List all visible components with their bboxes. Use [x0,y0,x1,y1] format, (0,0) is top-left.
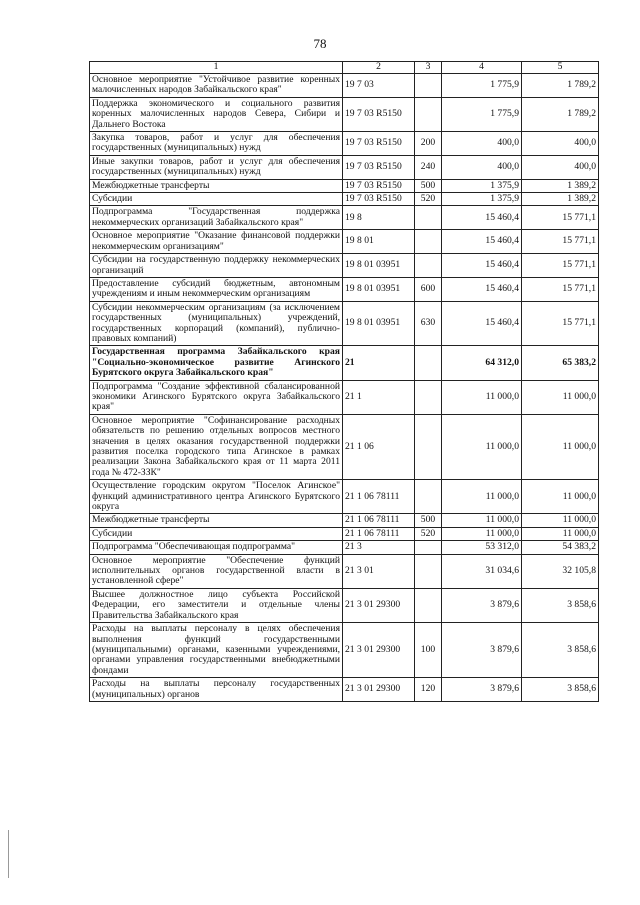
row-name-cell: Государственная программа Забайкальского края "Социально-экономическое развитие Агинского Бурятского округа Забайкальского края" [90,346,343,380]
row-name-cell: Основное мероприятие "Оказание финансовой поддержки некоммерческим организациям" [90,230,343,254]
row-expense-type-cell: 500 [415,179,442,192]
scan-margin-mark [8,830,9,878]
row-amount-year-2-cell: 11 000,0 [522,380,599,414]
row-expense-type-cell [415,541,442,554]
table-row [90,541,599,554]
row-name-cell: Подпрограмма "Обеспечивающая подпрограмма" [90,541,343,554]
row-amount-year-2-cell: 3 858,6 [522,623,599,678]
row-code-cell: 19 8 [343,206,415,230]
row-expense-type-cell: 240 [415,155,442,179]
row-name-cell: Подпрограмма "Государственная поддержка некоммерческих организаций Забайкальского края" [90,206,343,230]
row-name-cell: Основное мероприятие "Устойчивое развитие коренных малочисленных народов Забайкальского края" [90,74,343,98]
row-code-cell: 21 1 06 78111 [343,527,415,540]
row-expense-type-cell: 100 [415,623,442,678]
row-name-cell: Высшее должностное лицо субъекта Российской Федерации, его заместители и отдельные члены Правительства Забайкальского края [90,588,343,622]
table-row [90,678,599,702]
table-row [90,97,599,131]
table-row [90,155,599,179]
row-amount-year-2-cell: 54 383,2 [522,541,599,554]
row-amount-year-1-cell: 15 460,4 [442,206,522,230]
budget-table [89,61,599,702]
row-expense-type-cell [415,588,442,622]
row-expense-type-cell: 120 [415,678,442,702]
row-amount-year-2-cell: 400,0 [522,132,599,156]
row-code-cell: 21 1 06 [343,414,415,479]
row-amount-year-1-cell: 1 775,9 [442,74,522,98]
table-row [90,74,599,98]
row-amount-year-1-cell: 15 460,4 [442,230,522,254]
row-amount-year-2-cell: 3 858,6 [522,678,599,702]
row-code-cell: 21 3 01 29300 [343,678,415,702]
row-amount-year-2-cell: 15 771,1 [522,230,599,254]
table-row [90,554,599,588]
row-name-cell: Осуществление городским округом "Поселок Агинское" функций административного центра Агинского Бурятского округа [90,480,343,514]
row-code-cell: 21 [343,346,415,380]
row-name-cell: Субсидии некоммерческим организациям (за исключением государственных (муниципальных) учреждений, государственных корпораций (компаний), публично-правовых компаний) [90,301,343,346]
row-amount-year-1-cell: 11 000,0 [442,514,522,527]
column-header-code: 2 [343,62,415,74]
row-name-cell: Предоставление субсидий бюджетным, автономным учреждениям и иным некоммерческим организациям [90,277,343,301]
row-name-cell: Закупка товаров, работ и услуг для обеспечения государственных (муниципальных) нужд [90,132,343,156]
row-expense-type-cell: 500 [415,514,442,527]
row-name-cell: Иные закупки товаров, работ и услуг для обеспечения государственных (муниципальных) нужд [90,155,343,179]
row-code-cell: 21 3 01 29300 [343,623,415,678]
row-code-cell: 19 7 03 R5150 [343,193,415,206]
table-row [90,277,599,301]
row-amount-year-1-cell: 11 000,0 [442,480,522,514]
row-name-cell: Субсидии [90,193,343,206]
row-code-cell: 19 8 01 03951 [343,277,415,301]
table-body [90,74,599,702]
row-code-cell: 19 8 01 03951 [343,254,415,278]
column-header-name: 1 [90,62,343,74]
row-expense-type-cell [415,414,442,479]
table-row [90,414,599,479]
row-expense-type-cell: 520 [415,527,442,540]
row-expense-type-cell: 520 [415,193,442,206]
table-row [90,588,599,622]
row-code-cell: 19 7 03 [343,74,415,98]
row-amount-year-1-cell: 11 000,0 [442,380,522,414]
table-row [90,623,599,678]
row-amount-year-1-cell: 3 879,6 [442,678,522,702]
column-header-vr: 3 [415,62,442,74]
row-amount-year-1-cell: 11 000,0 [442,527,522,540]
row-amount-year-2-cell: 1 789,2 [522,97,599,131]
row-amount-year-2-cell: 1 789,2 [522,74,599,98]
row-name-cell: Межбюджетные трансферты [90,514,343,527]
row-amount-year-1-cell: 400,0 [442,132,522,156]
row-code-cell: 19 7 03 R5150 [343,132,415,156]
row-amount-year-2-cell: 11 000,0 [522,514,599,527]
table-row [90,527,599,540]
table-row [90,206,599,230]
row-expense-type-cell: 630 [415,301,442,346]
row-amount-year-1-cell: 1 375,9 [442,179,522,192]
row-expense-type-cell [415,74,442,98]
row-amount-year-2-cell: 15 771,1 [522,277,599,301]
row-amount-year-2-cell: 15 771,1 [522,301,599,346]
row-code-cell: 19 7 03 R5150 [343,179,415,192]
row-amount-year-2-cell: 11 000,0 [522,527,599,540]
row-amount-year-2-cell: 400,0 [522,155,599,179]
row-expense-type-cell [415,554,442,588]
row-amount-year-1-cell: 1 775,9 [442,97,522,131]
row-amount-year-2-cell: 32 105,8 [522,554,599,588]
row-amount-year-1-cell: 15 460,4 [442,277,522,301]
table-row [90,132,599,156]
row-name-cell: Расходы на выплаты персоналу в целях обеспечения выполнения функций государственными (муниципальными) органами, казенными учреждениями, органами управления государственными внебюджетными фондами [90,623,343,678]
row-name-cell: Межбюджетные трансферты [90,179,343,192]
row-amount-year-2-cell: 11 000,0 [522,414,599,479]
row-amount-year-1-cell: 400,0 [442,155,522,179]
row-name-cell: Расходы на выплаты персоналу государственных (муниципальных) органов [90,678,343,702]
row-amount-year-2-cell: 1 389,2 [522,179,599,192]
row-name-cell: Субсидии [90,527,343,540]
row-expense-type-cell [415,206,442,230]
row-name-cell: Основное мероприятие "Обеспечение функций исполнительных органов государственной власти в установленной сфере" [90,554,343,588]
row-amount-year-2-cell: 1 389,2 [522,193,599,206]
row-amount-year-1-cell: 64 312,0 [442,346,522,380]
row-expense-type-cell [415,480,442,514]
row-amount-year-2-cell: 15 771,1 [522,254,599,278]
table-row [90,514,599,527]
row-expense-type-cell [415,380,442,414]
table-row [90,301,599,346]
row-name-cell: Подпрограмма "Создание эффективной сбалансированной экономики Агинского Бурятского округа Забайкальского края" [90,380,343,414]
table-row [90,230,599,254]
row-code-cell: 21 3 01 29300 [343,588,415,622]
row-name-cell: Субсидии на государственную поддержку некоммерческих организаций [90,254,343,278]
row-code-cell: 21 1 06 78111 [343,514,415,527]
row-expense-type-cell: 200 [415,132,442,156]
table-row [90,480,599,514]
row-expense-type-cell [415,97,442,131]
row-code-cell: 19 8 01 [343,230,415,254]
row-code-cell: 19 7 03 R5150 [343,97,415,131]
row-amount-year-1-cell: 15 460,4 [442,301,522,346]
row-name-cell: Основное мероприятие "Софинансирование расходных обязательств по решению отдельных вопросов местного значения в целях оказания государственной поддержки развития поселка городского типа Агинское в рамках реализации Закона Забайкальского края от 11 марта 2011 года № 472-ЗЗК" [90,414,343,479]
row-code-cell: 21 3 01 [343,554,415,588]
row-code-cell: 21 3 [343,541,415,554]
row-amount-year-1-cell: 1 375,9 [442,193,522,206]
table-row [90,254,599,278]
row-code-cell: 19 7 03 R5150 [343,155,415,179]
row-amount-year-1-cell: 3 879,6 [442,623,522,678]
table-header-row [90,62,599,74]
row-amount-year-1-cell: 53 312,0 [442,541,522,554]
row-expense-type-cell [415,346,442,380]
row-name-cell: Поддержка экономического и социального развития коренных малочисленных народов Севера, Сибири и Дальнего Востока [90,97,343,131]
row-expense-type-cell [415,230,442,254]
row-amount-year-1-cell: 11 000,0 [442,414,522,479]
column-header-year-2: 5 [522,62,599,74]
row-amount-year-2-cell: 11 000,0 [522,480,599,514]
table-row [90,346,599,380]
row-code-cell: 19 8 01 03951 [343,301,415,346]
row-amount-year-1-cell: 15 460,4 [442,254,522,278]
row-amount-year-2-cell: 15 771,1 [522,206,599,230]
row-expense-type-cell [415,254,442,278]
row-amount-year-2-cell: 65 383,2 [522,346,599,380]
table-row [90,179,599,192]
row-amount-year-2-cell: 3 858,6 [522,588,599,622]
table-row [90,380,599,414]
row-amount-year-1-cell: 31 034,6 [442,554,522,588]
row-code-cell: 21 1 06 78111 [343,480,415,514]
row-code-cell: 21 1 [343,380,415,414]
page-number: 78 [313,36,327,51]
row-amount-year-1-cell: 3 879,6 [442,588,522,622]
column-header-year-1: 4 [442,62,522,74]
table-row [90,193,599,206]
row-expense-type-cell: 600 [415,277,442,301]
